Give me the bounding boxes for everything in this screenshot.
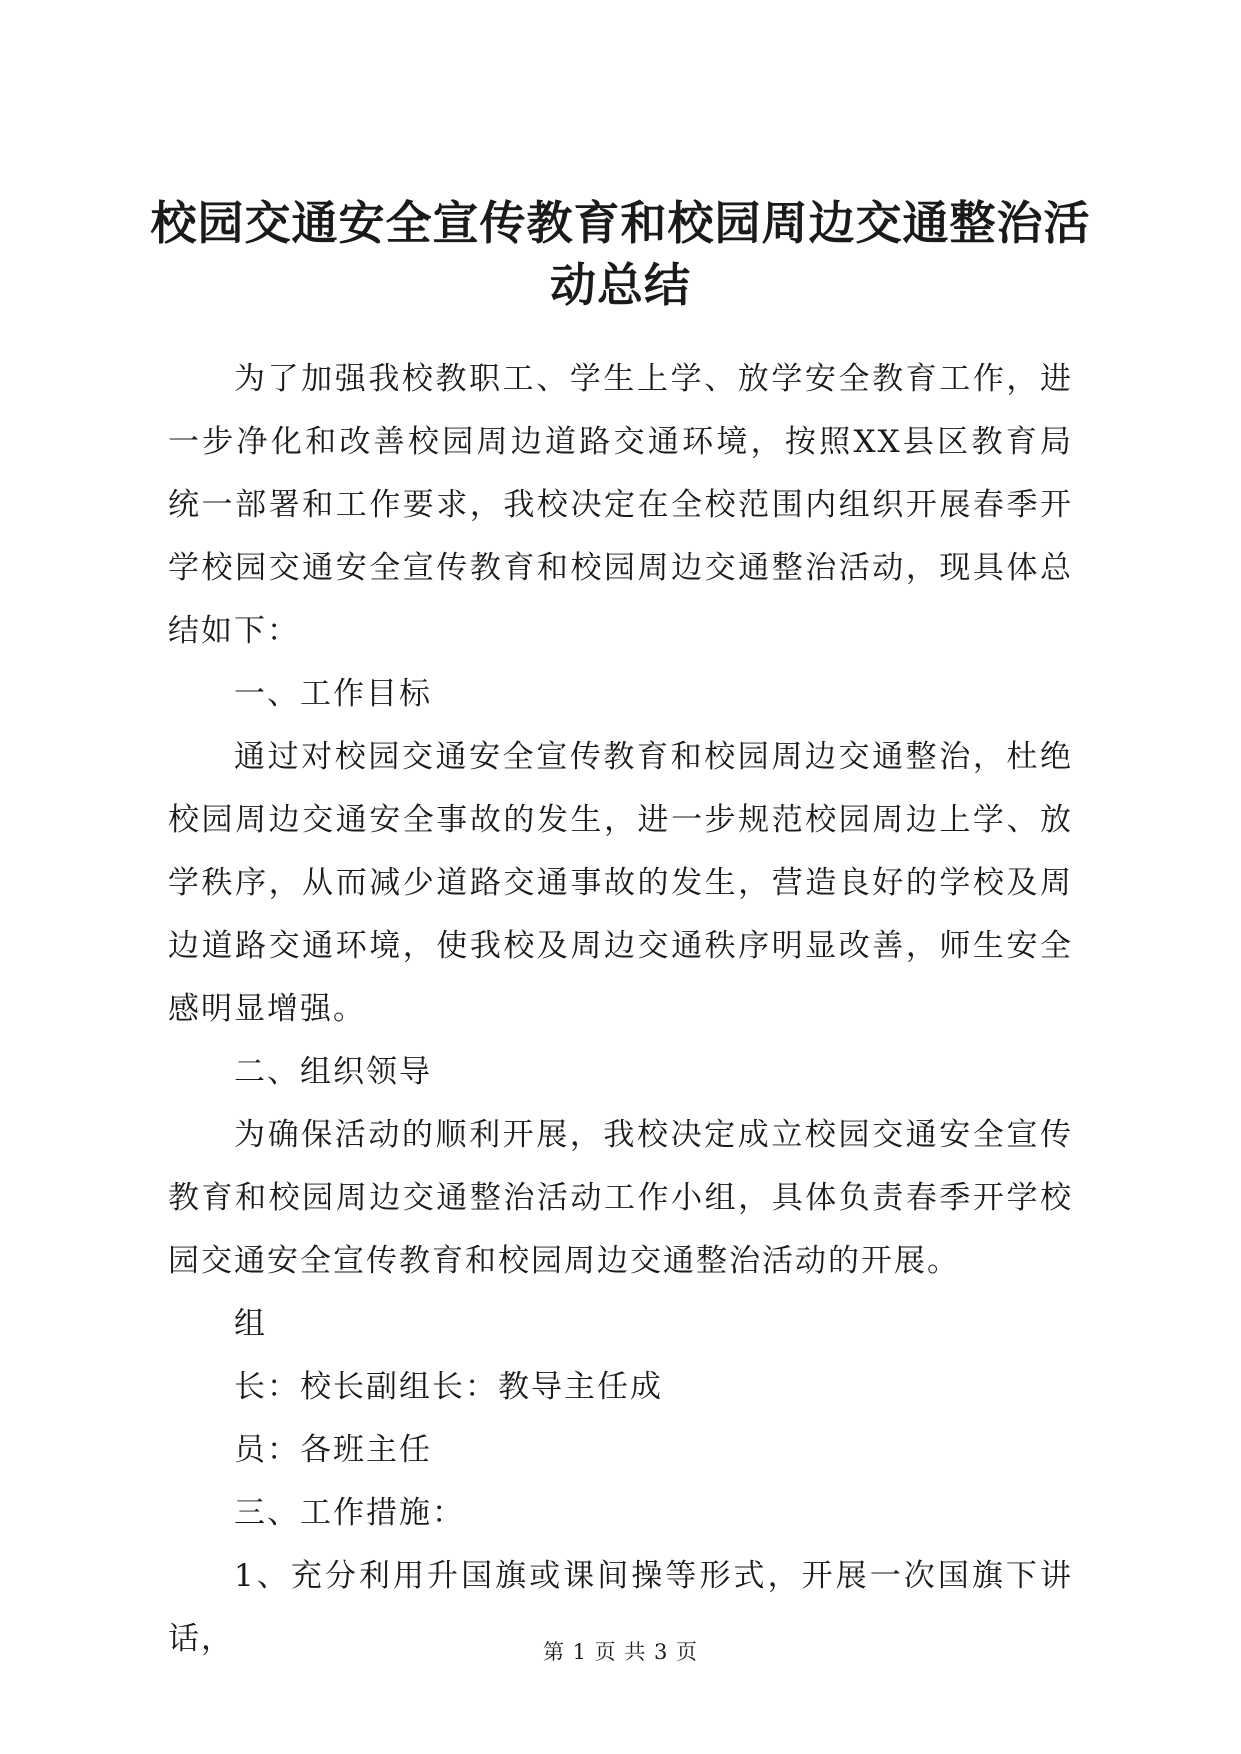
document-title <box>150 192 1091 316</box>
goals-paragraph: 通过对校园交通安全宣传教育和校园周边交通整治，杜绝校园周边交通安全事故的发生，进一步规范校园周边上学、放学秩序，从而减少道路交通事故的发生，营造良好的学校及周边道路交通环境，使我校及周边交通秩序明显改善，师生安全感明显增强。 <box>168 739 1073 1027</box>
section-heading-goals: 一、工作目标 <box>234 676 432 712</box>
document-body <box>168 348 1073 1671</box>
title-line-1: 校园交通安全宣传教育和校园周边交通整治活 <box>150 196 1091 250</box>
title-line-2: 动总结 <box>550 258 691 312</box>
intro-paragraph: 为了加强我校教职工、学生上学、放学安全教育工作，进一步净化和改善校园周边道路交通环境，按照XX县区教育局统一部署和工作要求，我校决定在全校范围内组织开展春季开学校园交通安全宣传教育和校园周边交通整治活动，现具体总结如下： <box>168 361 1073 649</box>
team-line-3: 员：各班主任 <box>234 1432 432 1468</box>
team-line-1: 组 <box>234 1306 267 1342</box>
measure-item-1: 1、充分利用升国旗或课间操等形式，开展一次国旗下讲话， <box>168 1558 1073 1657</box>
team-line-2: 长：校长副组长：教导主任成 <box>234 1369 663 1405</box>
section-heading-measures: 三、工作措施： <box>234 1495 465 1531</box>
section-heading-leadership: 二、组织领导 <box>234 1054 432 1090</box>
leadership-paragraph: 为确保活动的顺利开展，我校决定成立校园交通安全宣传教育和校园周边交通整治活动工作小组，具体负责春季开学校园交通安全宣传教育和校园周边交通整治活动的开展。 <box>168 1117 1073 1279</box>
page-footer: 第 1 页 共 3 页 <box>542 1640 699 1664</box>
